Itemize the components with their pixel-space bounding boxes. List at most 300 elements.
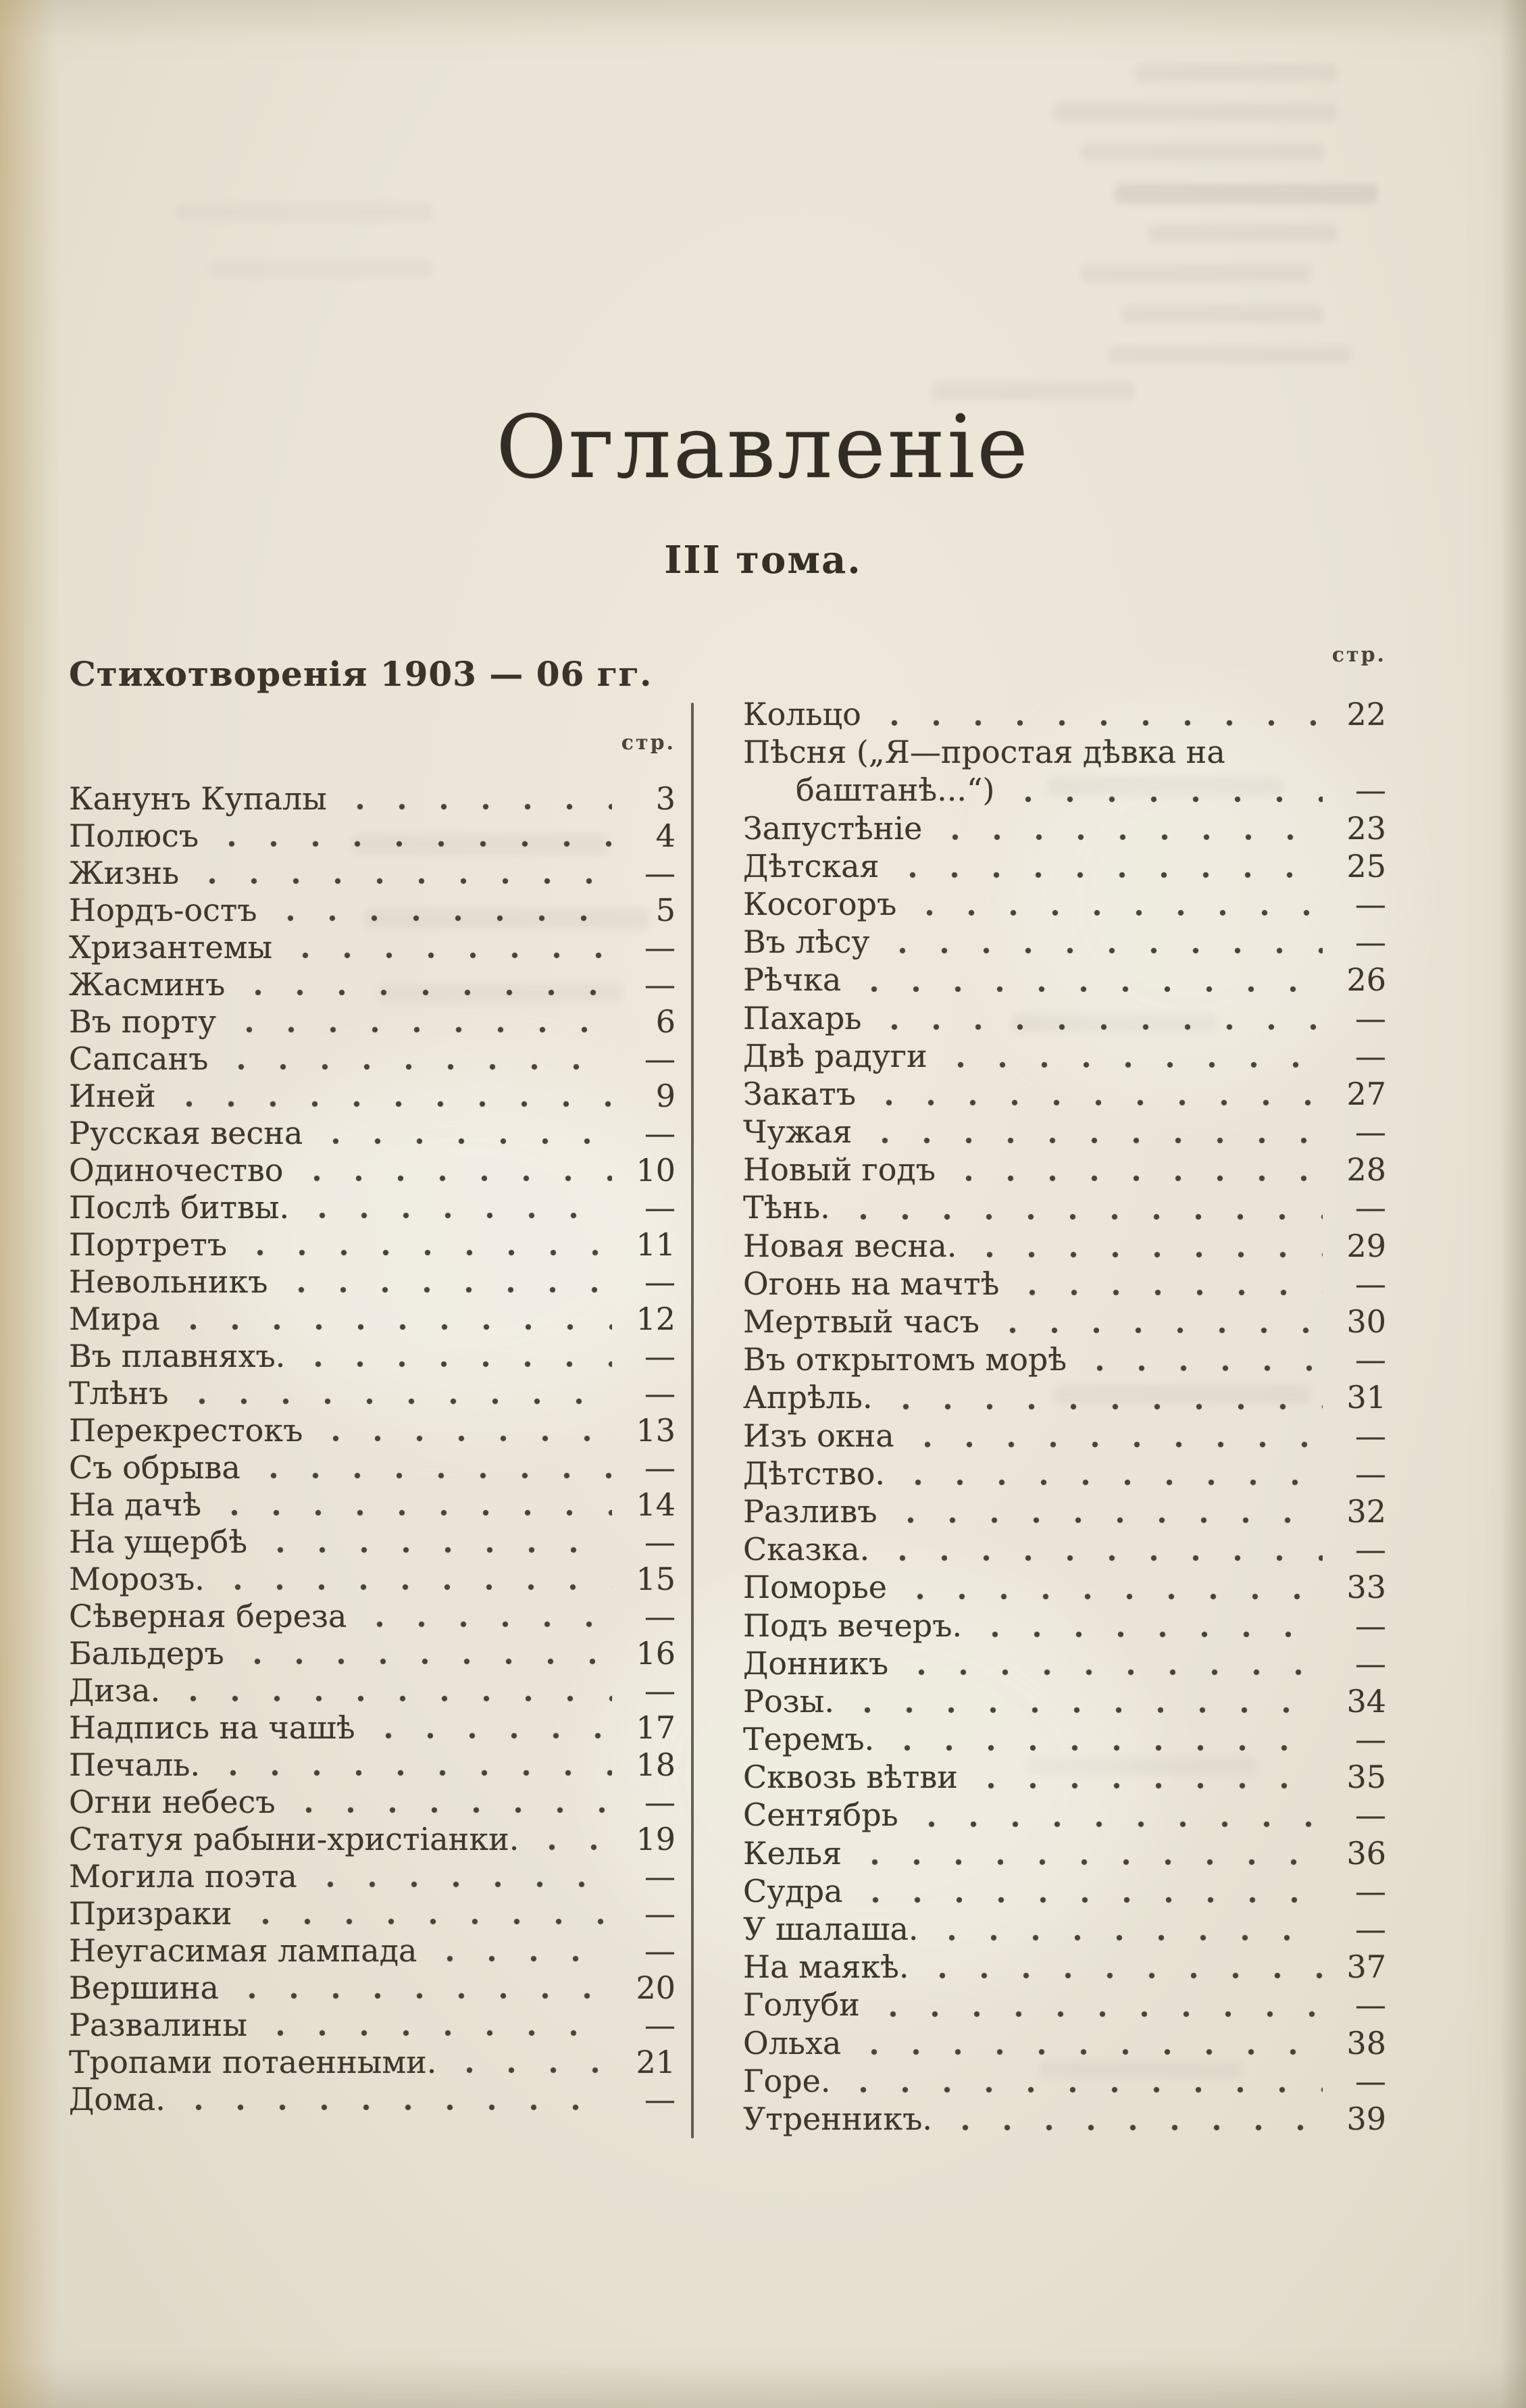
toc-entry	[69, 1858, 676, 1895]
toc-entry	[69, 1152, 676, 1189]
dot-leader	[900, 1668, 1323, 1676]
toc-entry-page: 4	[655, 818, 676, 854]
toc-entry	[743, 1911, 1386, 1949]
toc-entry	[743, 1683, 1386, 1721]
toc-entry-title: Кольцо	[743, 696, 861, 732]
dot-leader	[315, 1434, 612, 1443]
toc-entry-page: 33	[1346, 1569, 1386, 1606]
toc-entry	[69, 1784, 676, 1821]
toc-entry-title: Портретъ	[69, 1226, 228, 1263]
toc-entry	[743, 1493, 1386, 1531]
toc-entry-title: Призраки	[69, 1895, 232, 1932]
dot-leader	[172, 1323, 612, 1331]
toc-entry-page: 23	[1346, 809, 1386, 847]
toc-entry-title: Дѣтская	[743, 847, 880, 884]
toc-entry-page: —	[1355, 1455, 1386, 1492]
dot-leader	[259, 1546, 612, 1554]
toc-entry	[743, 1835, 1386, 1873]
toc-entry-title: Новая весна.	[743, 1227, 957, 1264]
toc-entry-title: Тѣнь.	[743, 1189, 830, 1226]
page-column-label-right: стр.	[1331, 643, 1386, 667]
toc-entry	[743, 848, 1386, 886]
toc-entry-page: 15	[636, 1561, 676, 1597]
toc-entry	[69, 1747, 676, 1784]
toc-entry	[743, 1797, 1386, 1834]
toc-entry-title: баштанѣ...“)	[796, 772, 995, 809]
dot-leader	[359, 1620, 612, 1628]
toc-entry-title: Чужая	[743, 1113, 853, 1151]
toc-entry	[743, 1000, 1386, 1038]
dot-leader	[890, 1516, 1323, 1524]
toc-entry-page: 27	[1346, 1075, 1386, 1112]
dot-leader	[882, 1554, 1323, 1562]
toc-entry-title: Надпись на чашѣ	[69, 1709, 355, 1746]
toc-entry-title: Сквозь вѣтви	[743, 1759, 958, 1796]
toc-entry	[69, 1635, 676, 1672]
bleedthrough-smudge	[1054, 103, 1338, 122]
toc-entry-title: Судра	[743, 1872, 843, 1909]
toc-entry-page: 37	[1346, 1949, 1386, 1986]
dot-leader	[909, 909, 1323, 917]
toc-entry-title: Тропами потаенными.	[69, 2044, 437, 2080]
toc-entry	[69, 2007, 676, 2044]
toc-entry-page: —	[644, 1115, 676, 1151]
toc-entry	[743, 1873, 1386, 1911]
toc-entry-title: Двѣ радуги	[743, 1037, 927, 1074]
toc-entry	[69, 1412, 676, 1449]
toc-entry	[743, 1076, 1386, 1113]
dot-leader	[846, 1706, 1323, 1714]
toc-entry-page: 31	[1346, 1379, 1386, 1416]
toc-entry-title: Сапсанъ	[69, 1040, 209, 1077]
toc-entry-title: Горе.	[743, 2062, 831, 2099]
toc-entry-page: 18	[636, 1747, 676, 1783]
dot-leader	[239, 1249, 612, 1257]
dot-leader	[864, 1136, 1323, 1145]
toc-entry-title: У шалаша.	[743, 1911, 919, 1947]
toc-entry-page: 11	[636, 1226, 676, 1263]
dot-leader	[907, 1440, 1323, 1449]
toc-entry-page: —	[644, 1449, 676, 1486]
toc-entry	[69, 818, 676, 855]
toc-entry	[69, 1821, 676, 1858]
dot-leader	[531, 1843, 612, 1851]
toc-entry-page: 30	[1346, 1303, 1386, 1340]
toc-entry-title: Дома.	[69, 2081, 166, 2117]
toc-entry-title: Жасминъ	[69, 966, 226, 1003]
dot-leader	[429, 1955, 612, 1963]
dot-leader	[969, 1251, 1323, 1259]
dot-leader	[253, 1472, 612, 1480]
toc-entry-title: Сѣверная береза	[69, 1598, 347, 1634]
dot-leader	[1079, 1364, 1323, 1372]
toc-entry	[743, 1531, 1386, 1569]
toc-entry-page: 39	[1346, 2100, 1386, 2137]
dot-leader	[868, 1099, 1323, 1107]
toc-entry-title: Изъ окна	[743, 1417, 894, 1454]
toc-entry-title: Тлѣнъ	[69, 1375, 169, 1411]
toc-entry-title: Канунъ Купалы	[69, 780, 327, 817]
toc-entry	[743, 2101, 1386, 2138]
dot-leader	[280, 1286, 612, 1294]
toc-entry	[69, 1003, 676, 1040]
toc-entry-page: —	[1355, 1797, 1386, 1834]
toc-entry-title: Могила поэта	[69, 1858, 297, 1895]
dot-leader	[245, 1917, 612, 1926]
dot-leader	[970, 1782, 1323, 1790]
toc-entry-page: 25	[1346, 847, 1386, 884]
bleedthrough-smudge	[1115, 184, 1378, 204]
toc-entry-title: Невольникъ	[69, 1263, 268, 1300]
toc-entry-page: —	[1355, 924, 1386, 961]
toc-entry-title: Огни небесъ	[69, 1784, 276, 1820]
toc-entry	[69, 929, 676, 966]
toc-entry	[743, 2025, 1386, 2063]
toc-entry	[743, 1645, 1386, 1683]
toc-entry-page: —	[1355, 2062, 1386, 2099]
dot-leader	[228, 1026, 612, 1034]
toc-entry-page: 10	[636, 1152, 676, 1188]
toc-entry-page: —	[644, 1263, 676, 1300]
dot-leader	[301, 1211, 612, 1220]
dot-leader	[449, 2066, 612, 2074]
toc-entry	[743, 734, 1386, 772]
dot-leader	[899, 1592, 1323, 1601]
toc-entry	[743, 810, 1386, 848]
toc-entry-title: Послѣ битвы.	[69, 1189, 290, 1226]
toc-entry	[69, 1078, 676, 1115]
dot-leader	[181, 1397, 612, 1405]
toc-entry-title: Новый годъ	[743, 1151, 936, 1188]
toc-entry-page: 28	[1346, 1151, 1386, 1188]
toc-entry-title: Сентябрь	[743, 1797, 898, 1834]
toc-entry-title: Запустѣніе	[743, 809, 923, 847]
dot-leader	[882, 947, 1323, 955]
toc-entry-page: —	[644, 1858, 676, 1895]
dot-leader	[1007, 795, 1323, 803]
dot-leader	[885, 1403, 1323, 1411]
toc-left-list	[69, 780, 676, 2118]
toc-entry-title: Жизнь	[69, 855, 180, 891]
toc-entry	[743, 1759, 1386, 1797]
toc-entry-page: 19	[636, 1821, 676, 1857]
toc-entry	[743, 1379, 1386, 1417]
toc-entry-page: —	[1355, 999, 1386, 1036]
toc-entry-page: —	[1355, 1113, 1386, 1151]
toc-entry	[69, 1449, 676, 1486]
dot-leader	[217, 1583, 612, 1591]
bleedthrough-smudge	[1148, 224, 1338, 242]
toc-entry	[743, 1151, 1386, 1189]
toc-entry	[743, 1949, 1386, 1986]
toc-entry-title: Мира	[69, 1301, 160, 1337]
toc-entry-title: Пѣсня („Я—простая дѣвка на	[743, 734, 1225, 771]
dot-leader	[168, 1100, 612, 1108]
dot-leader	[944, 2124, 1323, 2132]
toc-entry-title: Нордъ-остъ	[69, 892, 257, 928]
dot-leader	[892, 871, 1323, 879]
toc-entry-page: —	[644, 2081, 676, 2117]
toc-entry	[743, 696, 1386, 734]
toc-entry-page: —	[644, 1375, 676, 1411]
bleedthrough-smudge	[1121, 305, 1324, 323]
toc-entry	[69, 1486, 676, 1524]
toc-entry	[69, 892, 676, 929]
toc-entry	[69, 1338, 676, 1375]
toc-entry-title: Бальдеръ	[69, 1635, 224, 1672]
toc-entry-page: —	[1355, 1911, 1386, 1947]
toc-entry-page: —	[1355, 1037, 1386, 1074]
toc-entry-page: —	[1355, 1607, 1386, 1644]
column-divider-rule	[691, 703, 694, 2138]
toc-entry-title: Въ открытомъ морѣ	[743, 1341, 1067, 1378]
toc-entry	[743, 1265, 1386, 1303]
dot-leader	[897, 1478, 1323, 1486]
dot-leader	[940, 1061, 1323, 1069]
dot-leader	[931, 1934, 1323, 1942]
toc-entry-page: 5	[655, 892, 676, 928]
bleedthrough-smudge	[176, 203, 432, 222]
bleedthrough-smudge	[1108, 346, 1351, 363]
toc-entry	[743, 1455, 1386, 1493]
toc-entry-title: Съ обрыва	[69, 1449, 240, 1486]
toc-entry	[69, 1226, 676, 1263]
dot-leader	[212, 1769, 612, 1777]
toc-entry	[743, 1986, 1386, 2024]
toc-entry-page: 36	[1346, 1834, 1386, 1872]
toc-entry-page: —	[1355, 1721, 1386, 1758]
toc-entry	[69, 1672, 676, 1709]
page-title: Оглавленіе	[496, 397, 1030, 498]
toc-entry	[743, 1418, 1386, 1455]
toc-entry-title: Поморье	[743, 1569, 887, 1606]
toc-entry	[69, 780, 676, 818]
toc-entry	[743, 1038, 1386, 1076]
toc-entry-page: 13	[636, 1412, 676, 1449]
dot-leader	[1011, 1288, 1323, 1297]
toc-entry	[743, 1303, 1386, 1341]
toc-entry-title: На дачѣ	[69, 1486, 202, 1523]
toc-entry	[69, 1709, 676, 1747]
toc-entry	[743, 1607, 1386, 1645]
toc-entry-title: Развалины	[69, 2007, 247, 2043]
dot-leader	[237, 988, 612, 997]
section-heading: Стихотворенія 1903 — 06 гг.	[69, 654, 653, 694]
toc-entry-title: Пахарь	[743, 999, 862, 1036]
toc-entry-title: Голуби	[743, 1986, 860, 2024]
toc-entry-page: —	[644, 1040, 676, 1077]
toc-entry-title: Полюсъ	[69, 818, 199, 854]
toc-entry	[69, 1970, 676, 2007]
dot-leader	[873, 1023, 1323, 1031]
dot-leader	[855, 1896, 1323, 1904]
toc-entry	[69, 2044, 676, 2081]
dot-leader	[220, 1063, 612, 1071]
toc-entry	[69, 1263, 676, 1301]
toc-entry-page: 20	[636, 1970, 676, 2006]
toc-entry	[69, 1932, 676, 1970]
toc-entry	[743, 1341, 1386, 1379]
toc-entry-page: —	[644, 1189, 676, 1226]
toc-entry-title: Подъ вечеръ.	[743, 1607, 963, 1644]
dot-leader	[297, 1360, 612, 1368]
dot-leader	[853, 985, 1323, 993]
toc-entry-title: Дѣтство.	[743, 1455, 886, 1492]
toc-entry	[743, 2063, 1386, 2101]
toc-entry	[69, 1040, 676, 1078]
toc-entry	[69, 1895, 676, 1932]
toc-entry-title: Огонь на мачтѣ	[743, 1265, 1000, 1302]
toc-entry-page: 12	[636, 1301, 676, 1337]
toc-entry-page: 34	[1346, 1682, 1386, 1720]
dot-leader	[309, 1880, 612, 1888]
toc-entry-title: Въ лѣсу	[743, 924, 870, 961]
toc-entry-title: На ущербѣ	[69, 1524, 248, 1560]
toc-entry-title: На маякѣ.	[743, 1949, 909, 1986]
toc-entry-page: —	[1355, 1872, 1386, 1909]
dot-leader	[231, 1992, 612, 2000]
dot-leader	[367, 1732, 612, 1740]
toc-entry-title: Въ порту	[69, 1003, 217, 1040]
bleedthrough-smudge	[1135, 64, 1338, 82]
toc-entry	[69, 966, 676, 1003]
dot-leader	[270, 914, 612, 922]
bleedthrough-smudge	[1081, 265, 1311, 282]
page-column-label-left: стр.	[621, 731, 676, 755]
toc-entry-page: —	[644, 1524, 676, 1560]
dot-leader	[284, 951, 612, 959]
dot-leader	[259, 2029, 612, 2037]
bleedthrough-smudge	[209, 260, 432, 278]
toc-entry-title: Печаль.	[69, 1747, 201, 1783]
dot-leader	[178, 2103, 612, 2111]
toc-entry-title: Диза.	[69, 1672, 161, 1709]
toc-entry	[743, 1721, 1386, 1759]
toc-entry-title: Закатъ	[743, 1075, 856, 1112]
dot-leader	[974, 1630, 1323, 1638]
toc-entry-title: Теремъ.	[743, 1721, 875, 1758]
toc-entry-title: Апрѣль.	[743, 1379, 873, 1416]
toc-entry	[69, 1598, 676, 1635]
toc-entry	[69, 855, 676, 892]
toc-entry	[69, 1115, 676, 1152]
toc-entry	[69, 1301, 676, 1338]
toc-entry-page: 16	[636, 1635, 676, 1672]
toc-entry-title: Иней	[69, 1078, 156, 1114]
toc-entry-page: 35	[1346, 1759, 1386, 1796]
toc-entry-title: Одиночество	[69, 1152, 284, 1188]
dot-leader	[854, 1858, 1323, 1866]
toc-entry-page: —	[644, 966, 676, 1003]
toc-entry-title: Морозъ.	[69, 1561, 205, 1597]
toc-entry-page: —	[1355, 1265, 1386, 1302]
volume-subtitle: III тома.	[664, 538, 862, 582]
dot-leader	[172, 1695, 612, 1703]
toc-entry-title: Статуя рабыни-христіанки.	[69, 1821, 519, 1857]
dot-leader	[873, 719, 1323, 727]
toc-entry	[69, 1375, 676, 1412]
toc-entry-page: 3	[655, 780, 676, 817]
toc-entry-title: Келья	[743, 1834, 842, 1872]
toc-entry-page: —	[1355, 1986, 1386, 2024]
toc-entry	[69, 1524, 676, 1561]
toc-entry-page: —	[1355, 1189, 1386, 1226]
toc-entry-page: —	[644, 1784, 676, 1820]
toc-entry-page: 9	[655, 1078, 676, 1114]
toc-entry-title: Розы.	[743, 1682, 834, 1720]
dot-leader	[934, 833, 1323, 841]
dot-leader	[213, 1509, 612, 1517]
toc-entry	[743, 924, 1386, 961]
toc-entry-title: Перекрестокъ	[69, 1412, 303, 1449]
toc-entry	[743, 961, 1386, 999]
dot-leader	[872, 2010, 1323, 2018]
toc-entry-page: 38	[1346, 2024, 1386, 2061]
dot-leader	[992, 1326, 1323, 1334]
toc-entry-title: Вершина	[69, 1970, 219, 2006]
toc-entry	[743, 772, 1386, 809]
toc-entry	[743, 1569, 1386, 1607]
dot-leader	[842, 1213, 1323, 1221]
dot-leader	[921, 1972, 1323, 1980]
dot-leader	[296, 1174, 613, 1182]
toc-entry-page: 32	[1346, 1493, 1386, 1530]
toc-right-list	[743, 696, 1386, 2138]
dot-leader	[315, 1137, 612, 1145]
dot-leader	[288, 1806, 612, 1814]
toc-entry-title: Утренникъ.	[743, 2100, 932, 2137]
toc-entry-page: —	[1355, 772, 1386, 809]
dot-leader	[191, 877, 612, 885]
toc-entry	[743, 1189, 1386, 1227]
toc-entry-title: Рѣчка	[743, 961, 842, 999]
dot-leader	[886, 1744, 1323, 1752]
dot-leader	[853, 2048, 1323, 2056]
dot-leader	[948, 1174, 1323, 1182]
toc-entry-page: —	[644, 1598, 676, 1634]
dot-leader	[211, 840, 612, 848]
toc-entry-page: —	[644, 855, 676, 891]
toc-entry-title: Косогоръ	[743, 885, 897, 922]
toc-entry-title: Въ плавняхъ.	[69, 1338, 286, 1374]
toc-entry-page: 22	[1346, 696, 1386, 732]
toc-entry-page: —	[644, 1672, 676, 1709]
toc-entry-title: Разливъ	[743, 1493, 878, 1530]
toc-entry-page: 6	[655, 1003, 676, 1040]
bleedthrough-smudge	[1081, 143, 1324, 161]
toc-entry-page: —	[644, 1338, 676, 1374]
toc-entry	[743, 886, 1386, 924]
toc-entry-page: 21	[636, 2044, 676, 2080]
dot-leader	[911, 1820, 1323, 1828]
toc-entry-page: 17	[636, 1709, 676, 1746]
toc-entry-page: —	[1355, 885, 1386, 922]
toc-entry	[69, 1189, 676, 1226]
toc-entry	[69, 1561, 676, 1598]
toc-entry-title: Неугасимая лампада	[69, 1932, 417, 1969]
toc-entry-title: Мертвый часъ	[743, 1303, 980, 1340]
toc-entry	[743, 1228, 1386, 1265]
toc-entry-page: —	[1355, 1531, 1386, 1568]
toc-entry-title: Донникъ	[743, 1645, 889, 1682]
toc-entry-page: —	[1355, 1417, 1386, 1454]
toc-entry-page: 14	[636, 1486, 676, 1523]
toc-entry-page: —	[644, 1932, 676, 1969]
dot-leader	[842, 2086, 1323, 2094]
toc-entry-page: —	[644, 2007, 676, 2043]
toc-entry-page: —	[1355, 1645, 1386, 1682]
toc-entry-title: Хризантемы	[69, 929, 273, 965]
